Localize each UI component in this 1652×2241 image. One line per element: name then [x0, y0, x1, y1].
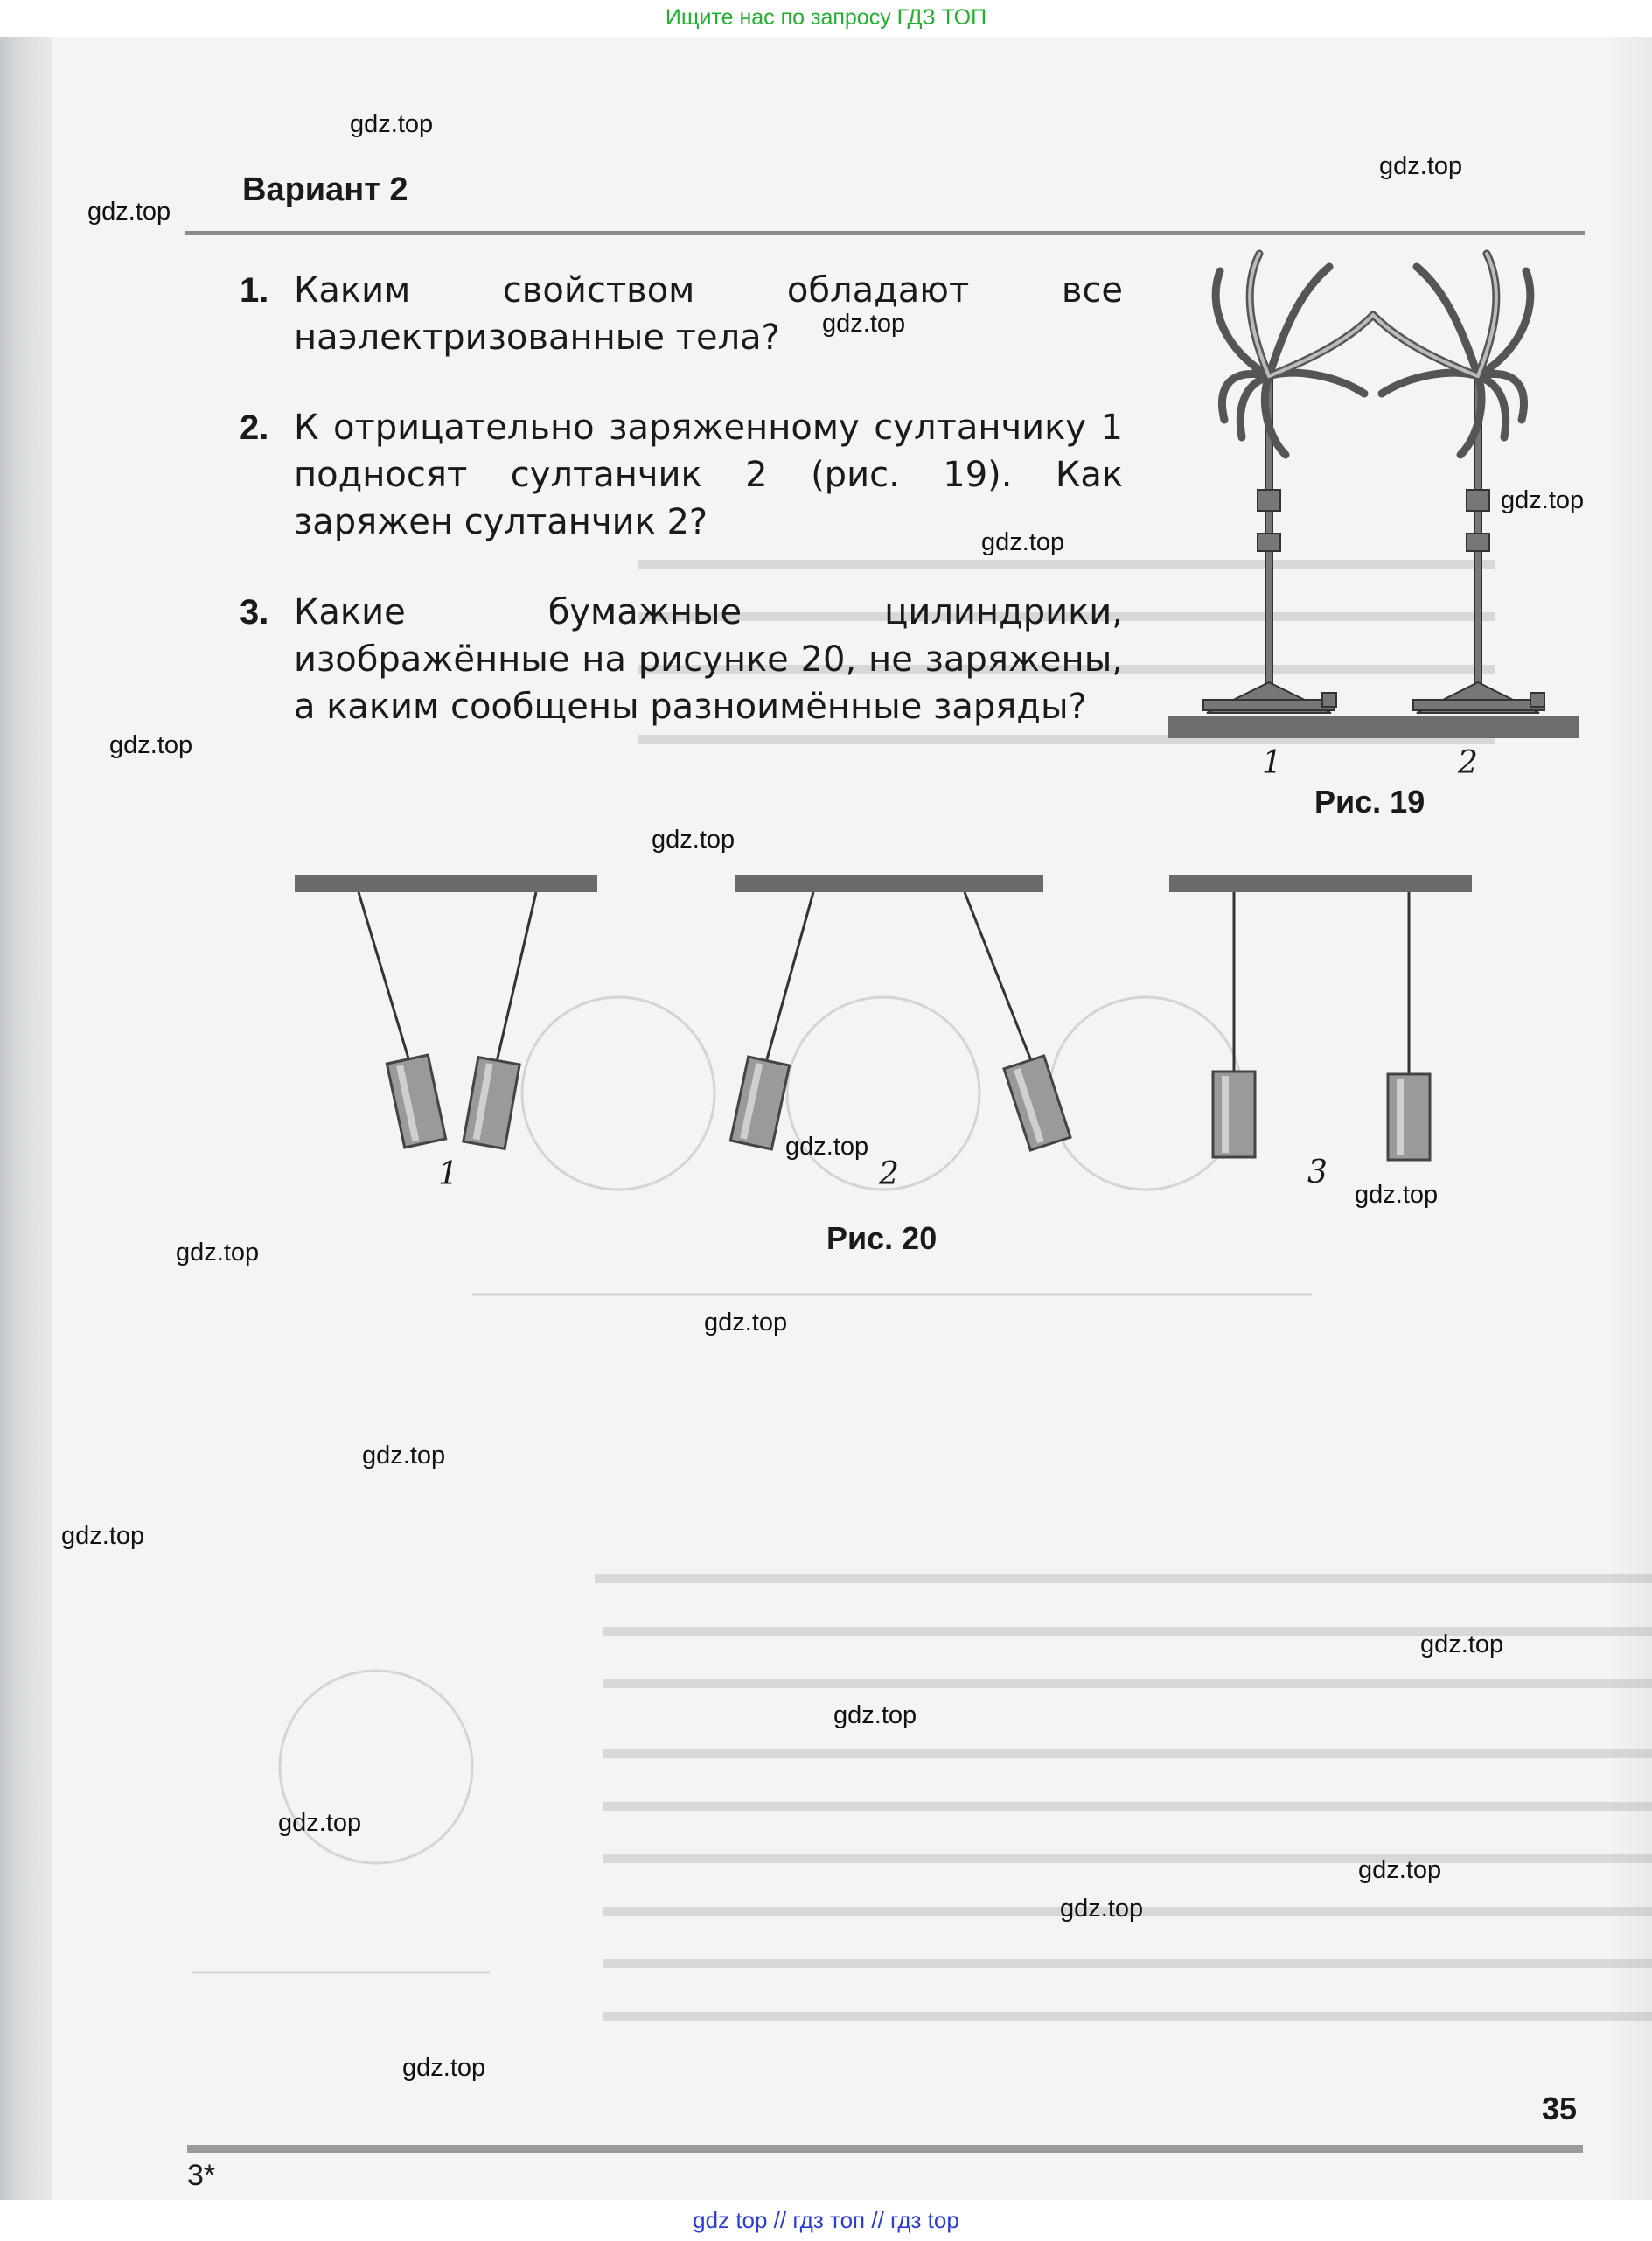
signature-mark: 3* [187, 2159, 216, 2192]
footer-rule [187, 2145, 1583, 2153]
watermark: gdz.top [785, 1133, 869, 1161]
watermark: gdz.top [362, 1442, 446, 1470]
top-banner [0, 0, 1652, 37]
watermark: gdz.top [278, 1809, 362, 1837]
watermark: gdz.top [704, 1309, 788, 1337]
bottom-banner [0, 2200, 1652, 2241]
fig20-threads [359, 892, 1409, 1074]
page-number: 35 [1542, 2091, 1578, 2126]
watermark: gdz.top [1358, 1856, 1442, 1884]
fig19-label-2: 2 [1458, 745, 1478, 781]
watermark: gdz.top [1060, 1895, 1144, 1923]
watermark: gdz.top [402, 2054, 486, 2082]
watermark: gdz.top [1420, 1630, 1504, 1658]
watermark: gdz.top [1355, 1181, 1439, 1209]
question-2-number: 2. [240, 408, 269, 447]
fig20-cylinders [387, 1055, 1430, 1160]
top-banner-text[interactable]: Ищите нас по запросу ГДЗ ТОП [665, 5, 987, 30]
fig20-cylinder-3a [1213, 1072, 1255, 1157]
watermark: gdz.top [1379, 152, 1463, 180]
watermark: gdz.top [1501, 486, 1585, 514]
question-1-text: Каким свойством обладают все наэлектризованные тела? [294, 270, 1123, 358]
watermark: gdz.top [981, 528, 1065, 556]
bottom-banner-text[interactable]: gdz top // гдз топ // гдз top [693, 2207, 959, 2233]
watermark: gdz.top [87, 198, 171, 226]
watermark: gdz.top [61, 1522, 145, 1550]
watermark: gdz.top [109, 731, 193, 759]
question-3-number: 3. [240, 593, 269, 632]
watermark: gdz.top [833, 1701, 917, 1729]
fig20-label-1: 1 [438, 1156, 458, 1192]
fig19-label-1: 1 [1262, 745, 1282, 781]
fig20-cylinder-3b [1388, 1074, 1430, 1160]
question-1-number: 1. [240, 271, 269, 310]
fig20-label-3: 3 [1307, 1155, 1328, 1190]
fig19-caption: Рис. 19 [1314, 784, 1425, 820]
question-2-text: К отрицательно заряженному султанчику 1 подносят султанчик 2 (рис. 19). Как заряжен султанчик 2? [294, 408, 1123, 542]
watermark: gdz.top [176, 1239, 260, 1267]
watermark: gdz.top [652, 826, 735, 854]
fig20-caption: Рис. 20 [826, 1220, 938, 1256]
watermark: gdz.top [350, 110, 434, 138]
fig20-label-2: 2 [879, 1156, 899, 1192]
watermark: gdz.top [822, 310, 906, 338]
fig20-bars [295, 875, 1472, 892]
variant-title: Вариант 2 [242, 171, 408, 208]
question-3-text: Какие бумажные цилиндрики, изображённые на рисунке 20, не заряжены, а каким сообщены разноимённые заряды? [294, 592, 1123, 727]
